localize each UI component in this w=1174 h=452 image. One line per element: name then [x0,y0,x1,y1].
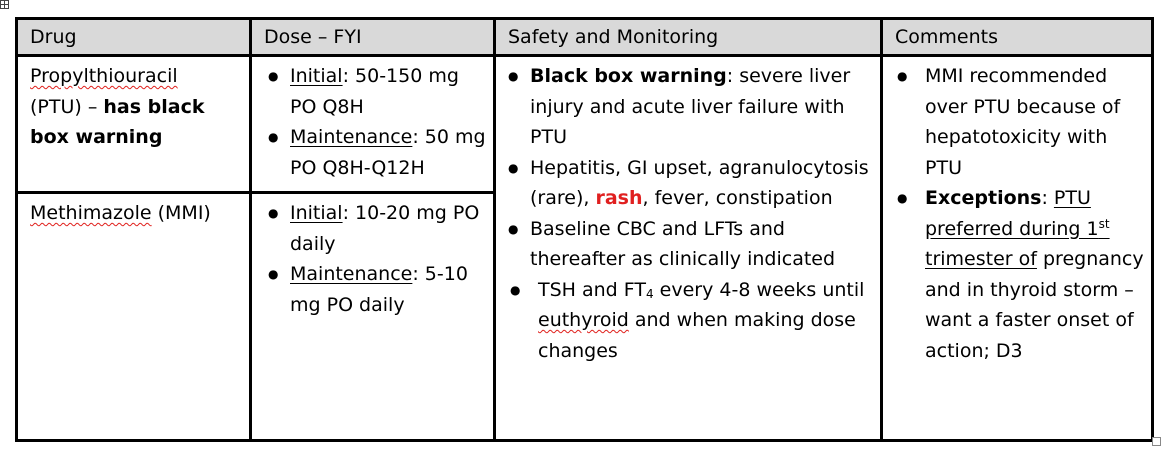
list-item [264,122,487,183]
list-item [504,153,874,214]
tsh-euthyroid: euthyroid [538,309,629,331]
drug-name: Methimazole [30,202,152,224]
exceptions-sup: st [1098,216,1110,231]
exceptions-tail: pregnancy and in thyroid storm – want a faster onset of action; D3 [925,248,1144,362]
dose-label: Initial [290,202,343,224]
comments-cell [882,56,1153,441]
hepatitis-tail: , fever, constipation [642,187,833,209]
table-row [17,56,1153,193]
dose-label: Maintenance [290,263,413,285]
bbw-label: Black box warning [530,65,727,87]
drug-cell-mmi [17,193,251,441]
list-item [504,61,874,153]
dose-text: : 5-10 mg PO daily [290,263,468,316]
header-comments: Comments [882,19,1153,56]
list-item [264,61,487,122]
table-move-handle[interactable] [0,0,9,9]
table-resize-handle[interactable] [1152,437,1161,446]
exceptions-label: Exceptions [925,187,1042,209]
dose-label: Initial [290,65,343,87]
drug-table [15,17,1154,442]
dose-text: : 10-20 mg PO daily [290,202,480,255]
rash-text: rash [595,187,643,209]
header-safety: Safety and Monitoring [495,19,882,56]
tsh-mid: every 4-8 weeks until [653,278,865,301]
tsh-sub: 4 [645,286,654,301]
header-drug: Drug [17,19,251,56]
drug-abbr: (PTU) – [30,95,98,118]
tsh-post: and when making dose changes [538,309,856,362]
dose-cell-ptu [251,56,495,193]
drug-abbr: (MMI) [157,202,211,224]
dose-label: Maintenance [290,126,413,148]
list-item [504,275,874,367]
drug-note: has black box warning [30,95,205,148]
header-row [17,19,1153,56]
dose-cell-mmi [251,193,495,441]
drug-name: Propylthiouracil [30,65,178,87]
header-dose: Dose – FYI [251,19,495,56]
tsh-pre: TSH and FT [538,278,646,301]
comment-text: MMI recommended over PTU because of hepatotoxicity with PTU [925,65,1121,179]
bbw-text: : severe liver injury and acute liver failure with PTU [530,65,851,148]
list-item [504,214,874,275]
hepatitis-text: Hepatitis, GI upset, agranulocytosis (rare), [530,156,869,209]
list-item [891,183,1145,366]
drug-cell-ptu [17,56,251,193]
dose-text: : 50-150 mg PO Q8H [290,65,459,118]
exceptions-post: trimester of [925,248,1037,270]
dose-text: : 50 mg PO Q8H-Q12H [290,126,486,179]
list-item [264,198,487,259]
list-item [264,259,487,320]
baseline-text: Baseline CBC and LFTs and thereafter as clinically indicated [530,217,836,270]
list-item [891,61,1145,183]
exceptions-pre: PTU preferred during 1 [925,187,1099,240]
exceptions-colon: : [1041,187,1054,209]
safety-cell [495,56,882,441]
